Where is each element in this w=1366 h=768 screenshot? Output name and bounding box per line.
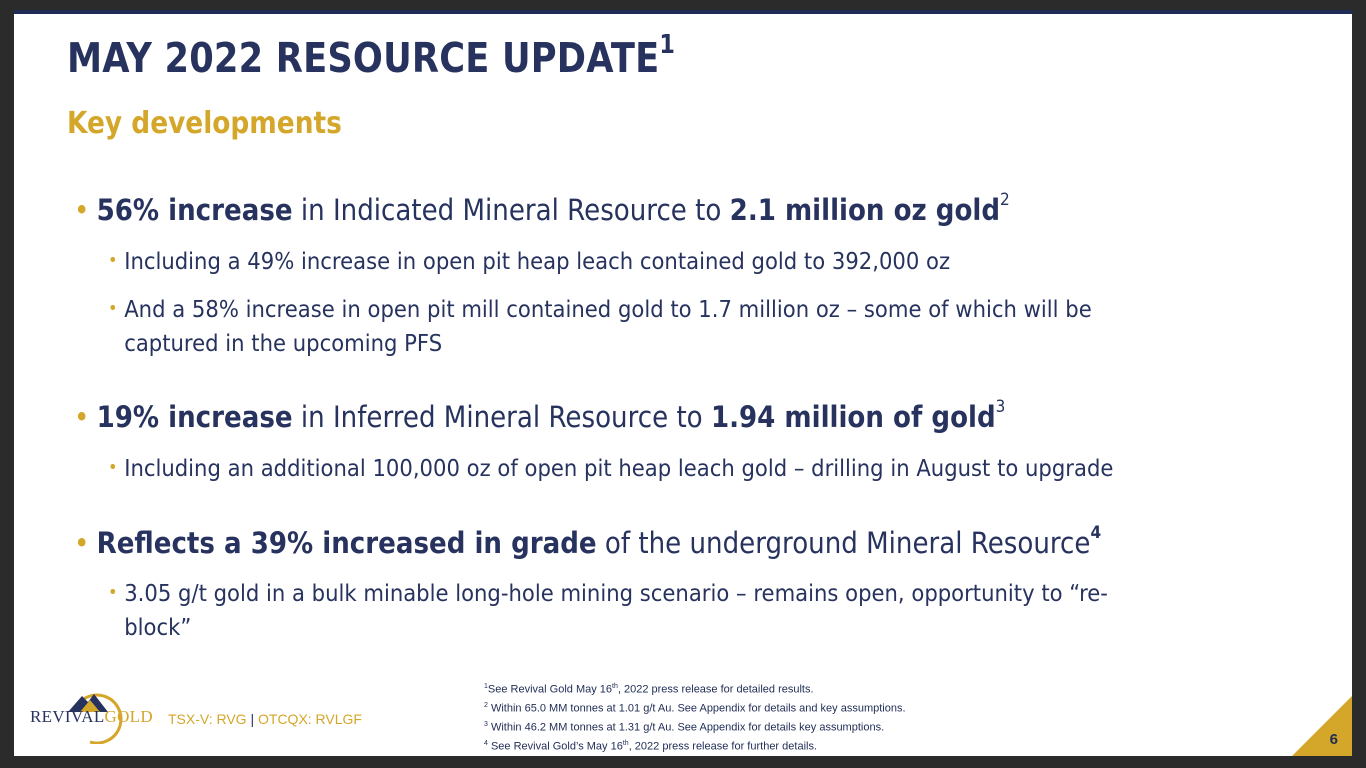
corner-triangle-decoration xyxy=(1292,696,1352,756)
sub-bullet-open-pit-mill: • And a 58% increase in open pit mill contained gold to 1.7 million oz – some of which will be captured in the upcoming PFS xyxy=(108,295,1092,357)
slide xyxy=(14,10,1352,756)
logo-wordmark: REVIVALGOLD xyxy=(30,707,153,726)
footnote-2: $^2$ Within 65.0 MM tonnes at 1.01 g/t Au. See Appendix for details and key assumptions. xyxy=(484,702,906,715)
page-title: MAY 2022 RESOURCE UPDATE$^1$ xyxy=(67,30,676,82)
bullet-inferred-resource: • 19% increase in Inferred Mineral Resource to 1.94 million of gold$^3$ xyxy=(74,397,1006,434)
top-accent-bar xyxy=(14,10,1352,14)
page-number: 6 xyxy=(1329,731,1338,748)
stock-ticker: TSX-V: RVG | OTCQX: RVLGF xyxy=(168,711,362,727)
bullet-indicated-resource: • 56% increase in Indicated Mineral Resource to 2.1 million oz gold$^2$ xyxy=(74,190,1010,227)
footnotes xyxy=(484,679,906,756)
title-footnote-ref: 1 xyxy=(659,30,676,60)
footnote-1: $^1$See Revival Gold May 16th, 2022 press release for detailed results. xyxy=(484,683,814,696)
sub-bullet-long-hole-mining: • 3.05 g/t gold in a bulk minable long-hole mining scenario – remains open, opportunity to “re-block” xyxy=(108,579,1108,641)
sub-bullet-heap-leach: • Including a 49% increase in open pit heap leach contained gold to 392,000 oz xyxy=(108,247,951,275)
section-subtitle: Key developments xyxy=(67,106,342,141)
bullet-underground-grade: • Reflects a 39% increased in grade of the underground Mineral Resource$^4$ xyxy=(74,523,1102,560)
footnote-4: $^4$ See Revival Gold’s May 16th, 2022 press release for further details. xyxy=(484,740,818,754)
footnote-3: $^3$ Within 46.2 MM tonnes at 1.31 g/t Au. See Appendix for details key assumptions. xyxy=(484,721,885,734)
sub-bullet-additional-heap-leach: • Including an additional 100,000 oz of open pit heap leach gold – drilling in August to upgrade xyxy=(108,454,1114,482)
